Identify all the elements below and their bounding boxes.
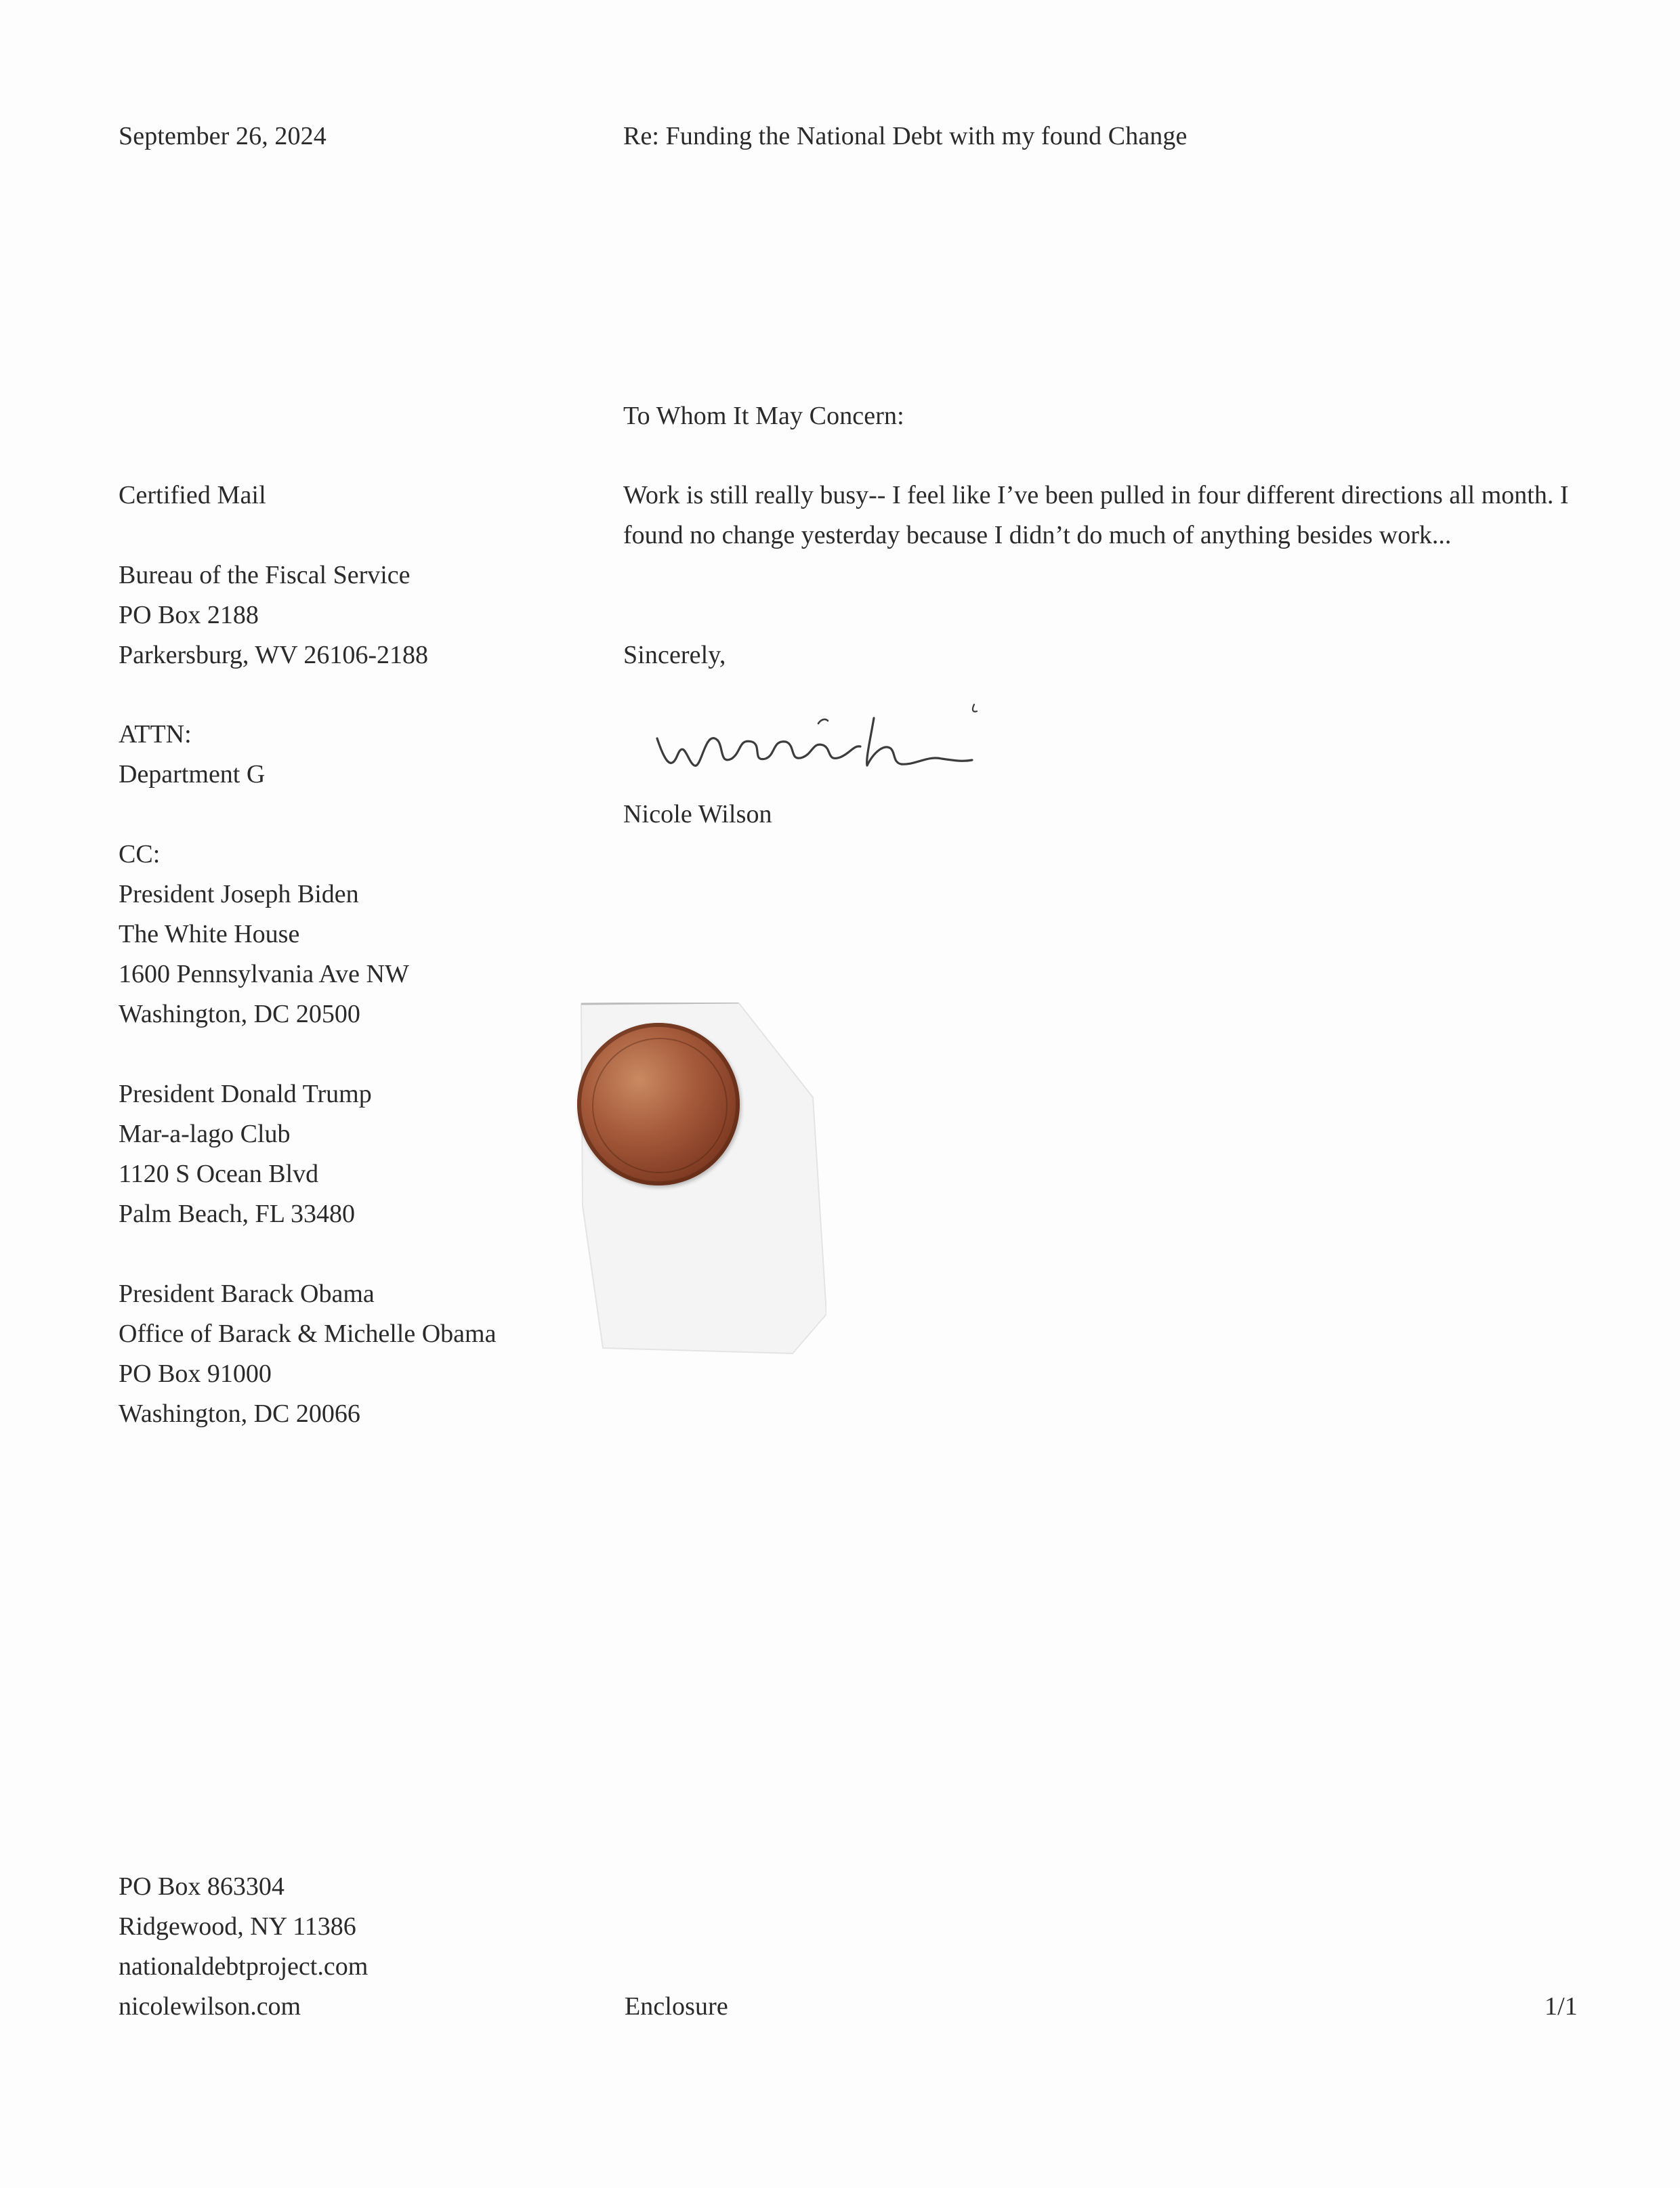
sender-address xyxy=(119,1867,368,2027)
letter-body-paragraph: Work is still really busy-- I feel like I’ve been pulled in four different directions all month. I found no change yesterday because I didn’t do much of anything besides work... xyxy=(623,481,1569,549)
cc-recipient-line: 1600 Pennsylvania Ave NW xyxy=(119,960,409,988)
cc-recipient-line: Palm Beach, FL 33480 xyxy=(119,1200,355,1228)
cc-recipient-line: President Joseph Biden xyxy=(119,880,359,908)
attention-label: ATTN: xyxy=(119,720,192,749)
cc-label: CC: xyxy=(119,840,161,868)
cc-recipient-line: Mar-a-lago Club xyxy=(119,1120,291,1148)
cc-recipient-line: Washington, DC 20066 xyxy=(119,1400,360,1428)
letter-date: September 26, 2024 xyxy=(119,122,327,150)
recipient-line: PO Box 2188 xyxy=(119,601,259,629)
cc-recipient-line: Washington, DC 20500 xyxy=(119,1000,360,1028)
enclosure-label: Enclosure xyxy=(625,1992,728,2021)
page-number: 1/1 xyxy=(1545,1992,1578,2021)
attention-block xyxy=(119,715,265,795)
penny-coin-image xyxy=(577,1023,740,1185)
closing: Sincerely, xyxy=(623,641,726,669)
cc-recipient-line: PO Box 91000 xyxy=(119,1360,272,1388)
cc-recipient-line: The White House xyxy=(119,920,300,948)
cc-recipient-line: President Donald Trump xyxy=(119,1080,372,1108)
cc-recipient-obama xyxy=(119,1274,496,1434)
cc-recipient-line: President Barack Obama xyxy=(119,1280,375,1308)
recipient-address xyxy=(119,555,428,675)
recipient-line: Parkersburg, WV 26106-2188 xyxy=(119,641,429,669)
cc-recipient-trump xyxy=(119,1074,372,1234)
sender-line: PO Box 863304 xyxy=(119,1872,285,1901)
salutation: To Whom It May Concern: xyxy=(623,402,904,430)
signer-name: Nicole Wilson xyxy=(623,800,772,828)
letter-subject: Re: Funding the National Debt with my found Change xyxy=(623,122,1188,150)
enclosed-penny xyxy=(576,1003,826,1355)
cc-recipient-line: Office of Barack & Michelle Obama xyxy=(119,1320,497,1348)
delivery-method: Certified Mail xyxy=(119,481,266,509)
signature-image xyxy=(650,698,1003,786)
sender-line: nicolewilson.com xyxy=(119,1992,301,2021)
recipient-line: Bureau of the Fiscal Service xyxy=(119,561,411,589)
attention-value: Department G xyxy=(119,760,266,788)
sender-line: nationaldebtproject.com xyxy=(119,1952,369,1981)
cc-recipient-line: 1120 S Ocean Blvd xyxy=(119,1160,319,1188)
penny-rim xyxy=(592,1038,728,1173)
cc-block xyxy=(119,835,409,1034)
sender-line: Ridgewood, NY 11386 xyxy=(119,1912,356,1941)
